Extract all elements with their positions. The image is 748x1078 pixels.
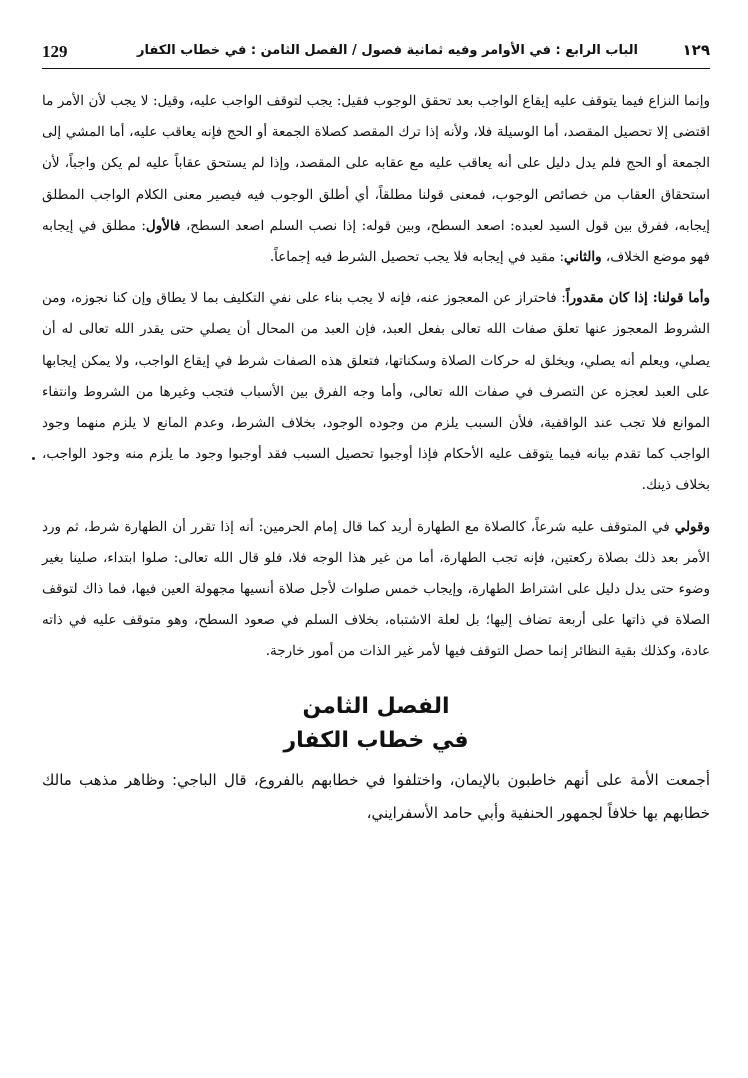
chapter-heading	[42, 690, 710, 758]
paragraph-3-text: في المتوقف عليه شرعاً، كالصلاة مع الطهارة أريد كما قال إمام الحرمين: أنه إذا تقرر أن الطهارة شرط، ثم ورد الأمر بعد ذلك بصلاة ركعتين، فإنه تجب الطهارة، أما من غير هذا الوجه فلا، فلو قال الله تعالى: صلوا ابتداء، صلينا بغير وضوء حتى يدل دليل على اشتراط الطهارة، وإيجاب خمس صلوات لأجل صلاة أنسيها مجهولة العين فيها، فما ذاك لتوقف الصلاة في ذاتها على أربعة تضاف إليها؛ بل لعلة الاشتباه، بخلاف السلم في صعود السطح، وهو متوقف عليه في ذاته عادة، وكذلك بقية النظائر إنما حصل التوقف فيها لأمر غير الذات من أمور خارجة.	[42, 518, 710, 660]
chapter-subtitle: في خطاب الكفار	[283, 727, 469, 753]
paragraph-2	[42, 283, 710, 501]
page-number-latin: 129	[42, 42, 68, 61]
page-number-arabic: ١٢٩	[682, 41, 710, 59]
paragraph-3	[42, 512, 710, 668]
chapter-title: الفصل الثامن	[302, 693, 450, 719]
page-body	[42, 86, 710, 830]
margin-dot	[32, 457, 35, 460]
paragraph-2-lead: وأما قولنا: إذا كان مقدوراً	[565, 290, 711, 307]
paragraph-3-lead: وقولي	[674, 518, 710, 535]
paragraph-1	[42, 86, 710, 273]
paragraph-1-text: وإنما النزاع فيما يتوقف عليه إيقاع الواجب بعد تحقق الوجوب فقيل: يجب لتوقف الواجب عليه، وقيل: لا يجب لأن الأمر ما اقتضى إلا تحصيل المقصد، أما الوسيلة فلا، ولأنه إذا ترك المقصد كصلاة الجمعة أو الحج فإنه يعاقب عليه، أما المشي إلى الجمعة أو الحج فلم يدل دليل على أنه يعاقب عليه مع عقابه على المقصد، وإذا لم يستحق عقاباً عليه لم يكن واجباً، لأن استحقاق العقاب من خصائص الوجوب، فمعنى قولنا مطلقاً، أي أطلق الوجوب فيه فيصير معنى الكلام الواجب المطلق إيجابه، ففرق بين قول السيد لعبده: اصعد السطح، وبين قوله: إذا نصب السلم اصعد السطح،	[42, 93, 710, 234]
paragraph-1-text-3: : مقيد في إيجابه فلا يجب تحصيل الشرط فيه إجماعاً.	[269, 249, 565, 266]
chapter-opening-paragraph: أجمعت الأمة على أنهم خاطبون بالإيمان، واختلفوا في خطابهم بالفروع، قال الباجي: وظاهر مذهب مالك خطابهم بها خلافاً لجمهور الحنفية وأبي حامد الأسفرايني،	[42, 770, 710, 822]
paragraph-1-second-term: والثاني	[564, 249, 602, 266]
page-header	[42, 38, 710, 69]
paragraph-1-text-2: : مطلق في إيجابه فهو موضع الخلاف،	[42, 217, 710, 266]
running-title: الباب الرابع : في الأوامر وفيه ثمانية فصول / الفصل الثامن : في خطاب الكفار	[137, 43, 638, 58]
paragraph-1-first-term: فالأول	[145, 217, 181, 234]
paragraph-2-text: : فاحتراز عن المعجوز عنه، فإنه لا يجب بناء على نفي التكليف بما لا يطاق وإن كنا نجوزه، ومن الشروط المعجوز عنها تعلق صفات الله تعالى بفعل العبد، فإن العبد من المحال أن يصلي حتى يقدر الله تعالى له أن يصلي، ويعلم أنه يصلي، ويخلق له حركات الصلاة وسكناتها، فتعلق هذه الصفات شرط في إيقاع الواجب، ولا يمكن إيجابها على العبد لعجزه عن التصرف في صفات الله تعالى، وأما وجه الفرق بين الأسباب فتجب وغيرها من الشروط وانتفاء الموانع فلا تجب عند الواقفية، فلأن السبب يلزم من وجوده الوجود، بخلاف الشرط، وعدم المانع لا يلزم منهما وجود الواجب كما تقدم بيانه فيما يتوقف عليه الأحكام فإذا أوجبوا تحصيل السبب فقد أوجبوا وجود ما يلزم منه وجود الواجب، بخلاف ذينك.	[42, 290, 710, 494]
